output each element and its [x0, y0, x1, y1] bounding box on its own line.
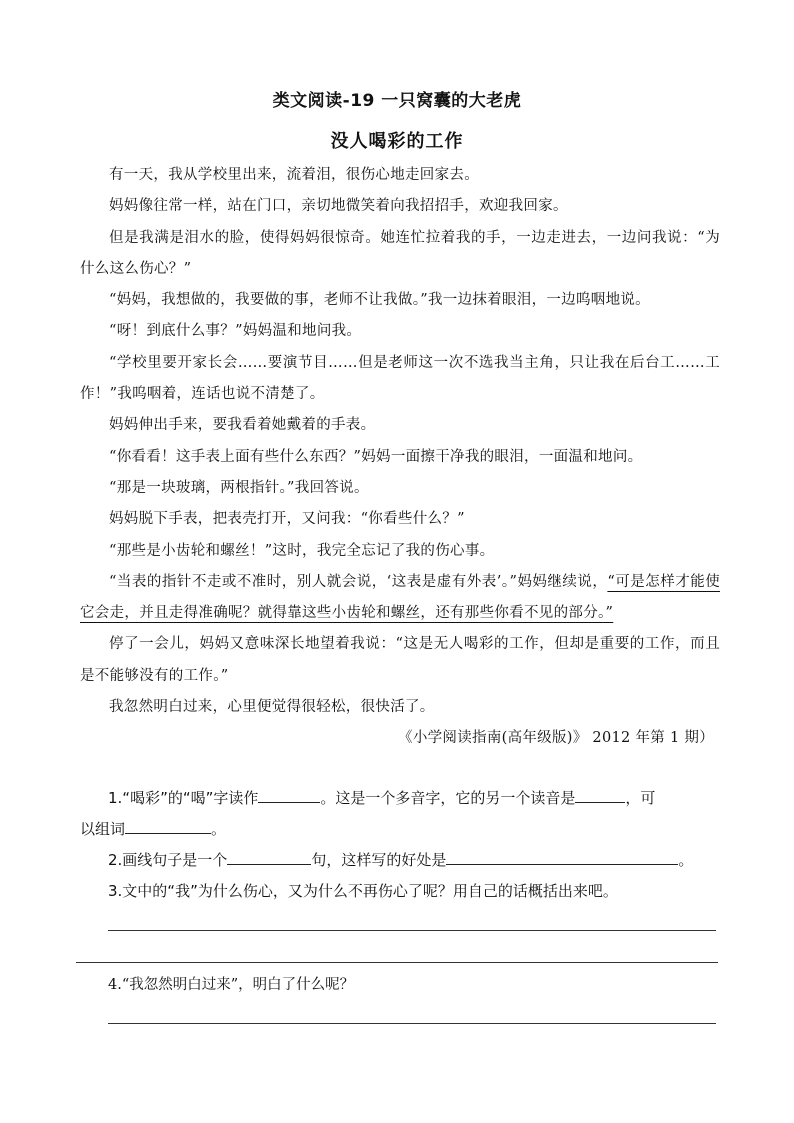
question-text: 以组词 [80, 820, 126, 838]
question-2 [80, 845, 720, 876]
answer-line-q4[interactable] [108, 1023, 716, 1024]
question-text: 1.“喝彩”的“喝”字读作 [108, 789, 259, 807]
answer-blank[interactable] [575, 786, 625, 803]
paragraph: 妈妈伸出手来，要我看着她戴着的手表。 [109, 417, 376, 434]
paragraph: “你看看！这手表上面有些什么东西？”妈妈一面擦干净我的眼泪，一面温和地问。 [109, 448, 643, 465]
paragraph: 妈妈脱下手表，把表壳打开，又问我：“你看些什么？” [109, 511, 465, 528]
source-citation: 《小学阅读指南(高年级版)》 2012 年第 1 期） [398, 730, 714, 747]
paragraph: “那是一块玻璃，两根指针。”我回答说。 [109, 479, 369, 496]
article-body [80, 160, 720, 755]
paragraph: “那些是小齿轮和螺丝！”这时，我完全忘记了我的伤心事。 [109, 542, 495, 559]
paragraph: 有一天，我从学校里出来，流着泪，很伤心地走回家去。 [109, 167, 479, 183]
paragraph-text: “当表的指针不走或不准时，别人就会说，‘这表是虚有外表’。”妈妈继续说， [109, 573, 608, 590]
question-1-continued [80, 814, 720, 845]
question-text: 句，这样写的好处是 [311, 851, 447, 869]
page-title: 类文阅读-19 一只窝囊的大老虎 [272, 91, 522, 111]
paragraph: 但是我满是泪水的脸，使得妈妈很惊奇。她连忙拉着我的手，一边走进去，一边问我说：“为什么这么伤心？” [80, 229, 720, 277]
paragraph: “呀！到底什么事？”妈妈温和地问我。 [109, 323, 362, 340]
paragraph: 停了一会儿，妈妈又意味深长地望着我说：“这是无人喝彩的工作，但却是重要的工作，而且是不能够没有的工作。” [80, 636, 720, 684]
answer-blank[interactable] [258, 786, 320, 803]
paragraph: 妈妈像往常一样，站在门口，亲切地微笑着向我招招手，欢迎我回家。 [109, 198, 568, 215]
questions-section [80, 783, 720, 907]
paragraph: 我忽然明白过来，心里便觉得很轻松，很快活了。 [109, 699, 435, 716]
question-text: ，可 [625, 789, 656, 807]
paragraph-with-underline [80, 567, 720, 630]
paragraph: “妈妈，我想做的，我要做的事，老师不让我做。”我一边抹着眼泪，一边呜咽地说。 [109, 292, 650, 309]
question-4: 4.“我忽然明白过来”，明白了什么呢？ [108, 977, 355, 993]
section-divider [76, 962, 718, 963]
answer-blank[interactable] [227, 848, 311, 865]
question-text: 。 [678, 851, 694, 869]
paragraph: “学校里要开家长会……要演节目……但是老师这一次不选我当主角，只让我在后台工……工作！”我呜咽着，连话也说不清楚了。 [80, 354, 720, 403]
question-3: 3.文中的“我”为什么伤心，又为什么不再伤心了呢？用自己的话概括出来吧。 [108, 882, 618, 900]
article-title: 没人喝彩的工作 [330, 131, 464, 152]
question-text: 。这是一个多音字，它的另一个读音是 [320, 789, 576, 807]
answer-blank[interactable] [125, 817, 211, 834]
answer-line-q3[interactable] [108, 930, 716, 931]
answer-blank[interactable] [446, 848, 678, 865]
underlined-sentence: “可是怎样才能使它会走，并且走得准确呢？就得靠这些小齿轮和螺丝，还有那些你看不见的部分。” [80, 573, 721, 622]
question-text: 2.画线句子是一个 [108, 851, 228, 869]
question-1 [80, 783, 720, 814]
question-text: 。 [211, 820, 227, 838]
